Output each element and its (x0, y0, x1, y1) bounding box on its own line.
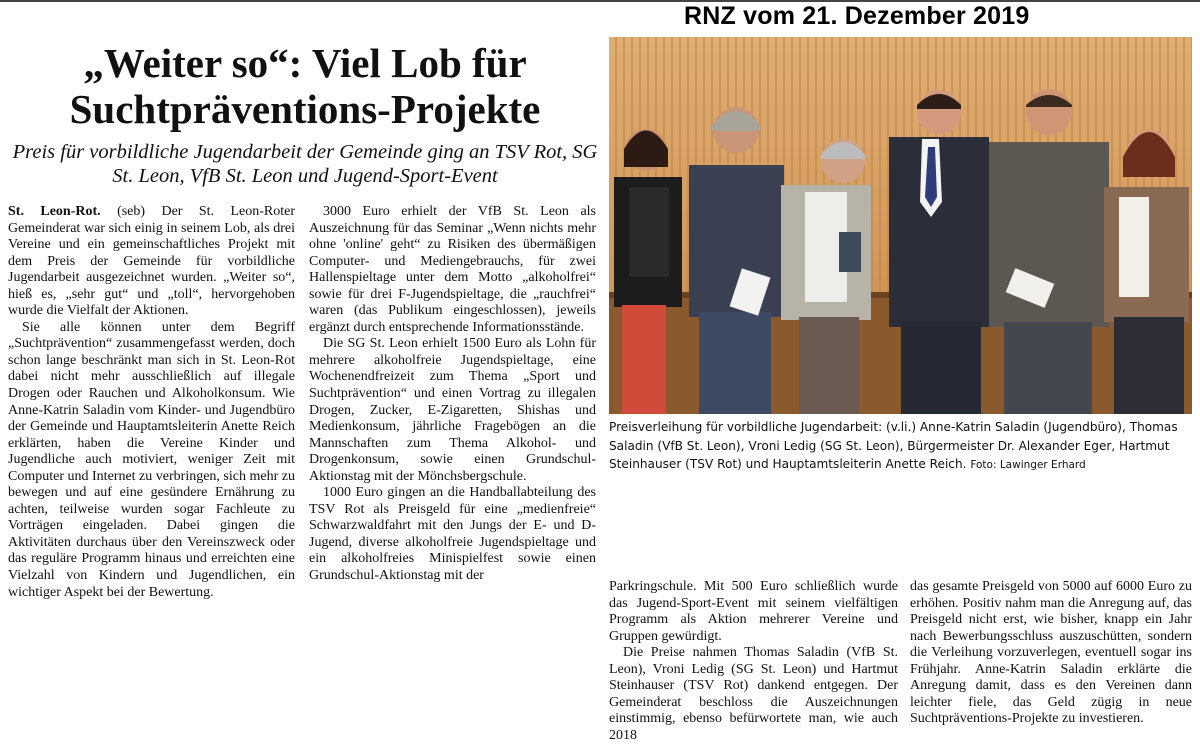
paragraph: das gesamte Preisgeld von 5000 auf 6000 Euro zu erhöhen. Positiv nahm man die Anregung auf, das Preisgeld nicht erst, wie bisher, knapp ein Jahr nach Bewerbungsschluss auszuschütten, sondern die Verleihung vorzuverlegen, eventuell sogar ins Frühjahr. Anne-Katrin Saladin erklärte die Anregung damit, dass es den Vereinen dann leichter fiele, das Geld zügig in neue Suchtpräventions-Projekte zu investieren. (910, 579, 1192, 727)
article-subheadline: Preis für vorbildliche Jugendarbeit der Gemeinde ging an TSV Rot, SG St. Leon, VfB St. Leon und Jugend-Sport-Event (12, 141, 598, 187)
article-column-2 (309, 204, 596, 585)
paragraph (8, 204, 295, 320)
article-column-3 (609, 579, 898, 744)
article-column-4 (910, 579, 1192, 728)
dateline: St. Leon-Rot. (8, 204, 101, 219)
article-column-1 (8, 204, 295, 601)
photo-caption (609, 418, 1192, 475)
source-label: RNZ vom 21. Dezember 2019 (684, 2, 1030, 30)
caption-text: Preisverleihung für vorbildliche Jugendarbeit: (v.li.) Anne-Katrin Saladin (Jugendbüro), Thomas Saladin (VfB St. Leon), Vroni Ledig (SG St. Leon), Bürgermeister Dr. Alexander Eger, Hartmut Steinhauser (TSV Rot) und Hauptamtsleiterin Anette Reich. (609, 420, 1178, 471)
paragraph: Sie alle können unter dem Begriff „Suchtprävention“ zusammengefasst werden, doch schon lange beschränkt man sich in St. Leon-Rot dabei nicht mehr ausschließlich auf illegale Drogen oder Rauchen und Alkoholkonsum. Wie Anne-Katrin Saladin vom Kinder- und Jugendbüro der Gemeinde und Hauptamtsleiterin Anette Reich erklärten, haben die Vereine Kinder und Jugendliche auch motiviert, weniger Zeit mit Computer und Internet zu verbringen, sich mehr zu bewegen und auf eine gesündere Ernährung zu achten, teilweise wurden sogar Fachleute zu Vorträgen eingeladen. Dabei gingen die Aktivitäten durchaus über den Vereinszweck oder das reguläre Programm hinaus und erreichten eine Vielzahl von Kindern und Jugendlichen, ein wichtiger Aspekt bei der Bewertung. (8, 319, 295, 600)
paragraph-text: (seb) Der St. Leon-Roter Gemeinderat war sich einig in seinem Lob, als drei Vereine und ein gemeinschaftliches Projekt mit dem Preis der Gemeinde für vorbildliche Jugendarbeit ausgezeichnet wurden. „Weiter so“, hieß es, „sehr gut“ und „toll“, hervorgehoben wurde die Vielfalt der Aktionen. (8, 204, 295, 319)
paragraph: 1000 Euro gingen an die Handballabteilung des TSV Rot als Preisgeld für eine „medienfreie“ Schwarzwaldfahrt mit den Jungs der E- und D-Jugend, diverse alkoholfreie Jugendspieltage und ein alkoholfreies Minispielfest sowie einen Grundschul-Aktionstag mit der (309, 485, 596, 584)
paragraph: Die SG St. Leon erhielt 1500 Euro als Lohn für mehrere alkoholfreie Jugendspieltage, eine Wochenendfreizeit zum Thema „Sport und Suchtprävention“ und einen Vortrag zu illegalen Drogen, Zucker, E-Zigaretten, Shishas und Medienkonsum, jährliche Fragebögen an die Mannschaften zum Thema Alkohol- und Drogenkonsum, sowie einen Grundschul-Aktionstag mit der Mönchsbergschule. (309, 336, 596, 484)
paragraph: Die Preise nahmen Thomas Saladin (VfB St. Leon), Vroni Ledig (SG St. Leon) und Hartmut Steinhauser (TSV Rot) dankend entgegen. Der Gemeinderat beschloss die Auszeichnungen einstimmig, ebenso befürwortete man, wie auch 2018 (609, 645, 898, 743)
paragraph: 3000 Euro erhielt der VfB St. Leon als Auszeichnung für das Seminar „Wenn nichts mehr ohne 'online' geht“ zu Risiken des übermäßigen Computer- und Mediengebrauchs, für zwei Hallenspieltage unter dem Motto „alkoholfrei“ sowie für drei F-Jugendspieltage, die „rauchfrei“ waren (das Publikum eingeschlossen), jeweils ergänzt durch entsprechende Informationsstände. (309, 204, 596, 335)
award-photo (609, 37, 1192, 414)
photo-credit: Foto: Lawinger Erhard (970, 459, 1086, 471)
article-headline: „Weiter so“: Viel Lob für Suchtpräventions-Projekte (69, 40, 541, 132)
paragraph: Parkringschule. Mit 500 Euro schließlich wurde das Jugend-Sport-Event mit seinem vielfältigen Programm als Aktion mehrerer Vereine und Gruppen gewürdigt. (609, 579, 898, 644)
